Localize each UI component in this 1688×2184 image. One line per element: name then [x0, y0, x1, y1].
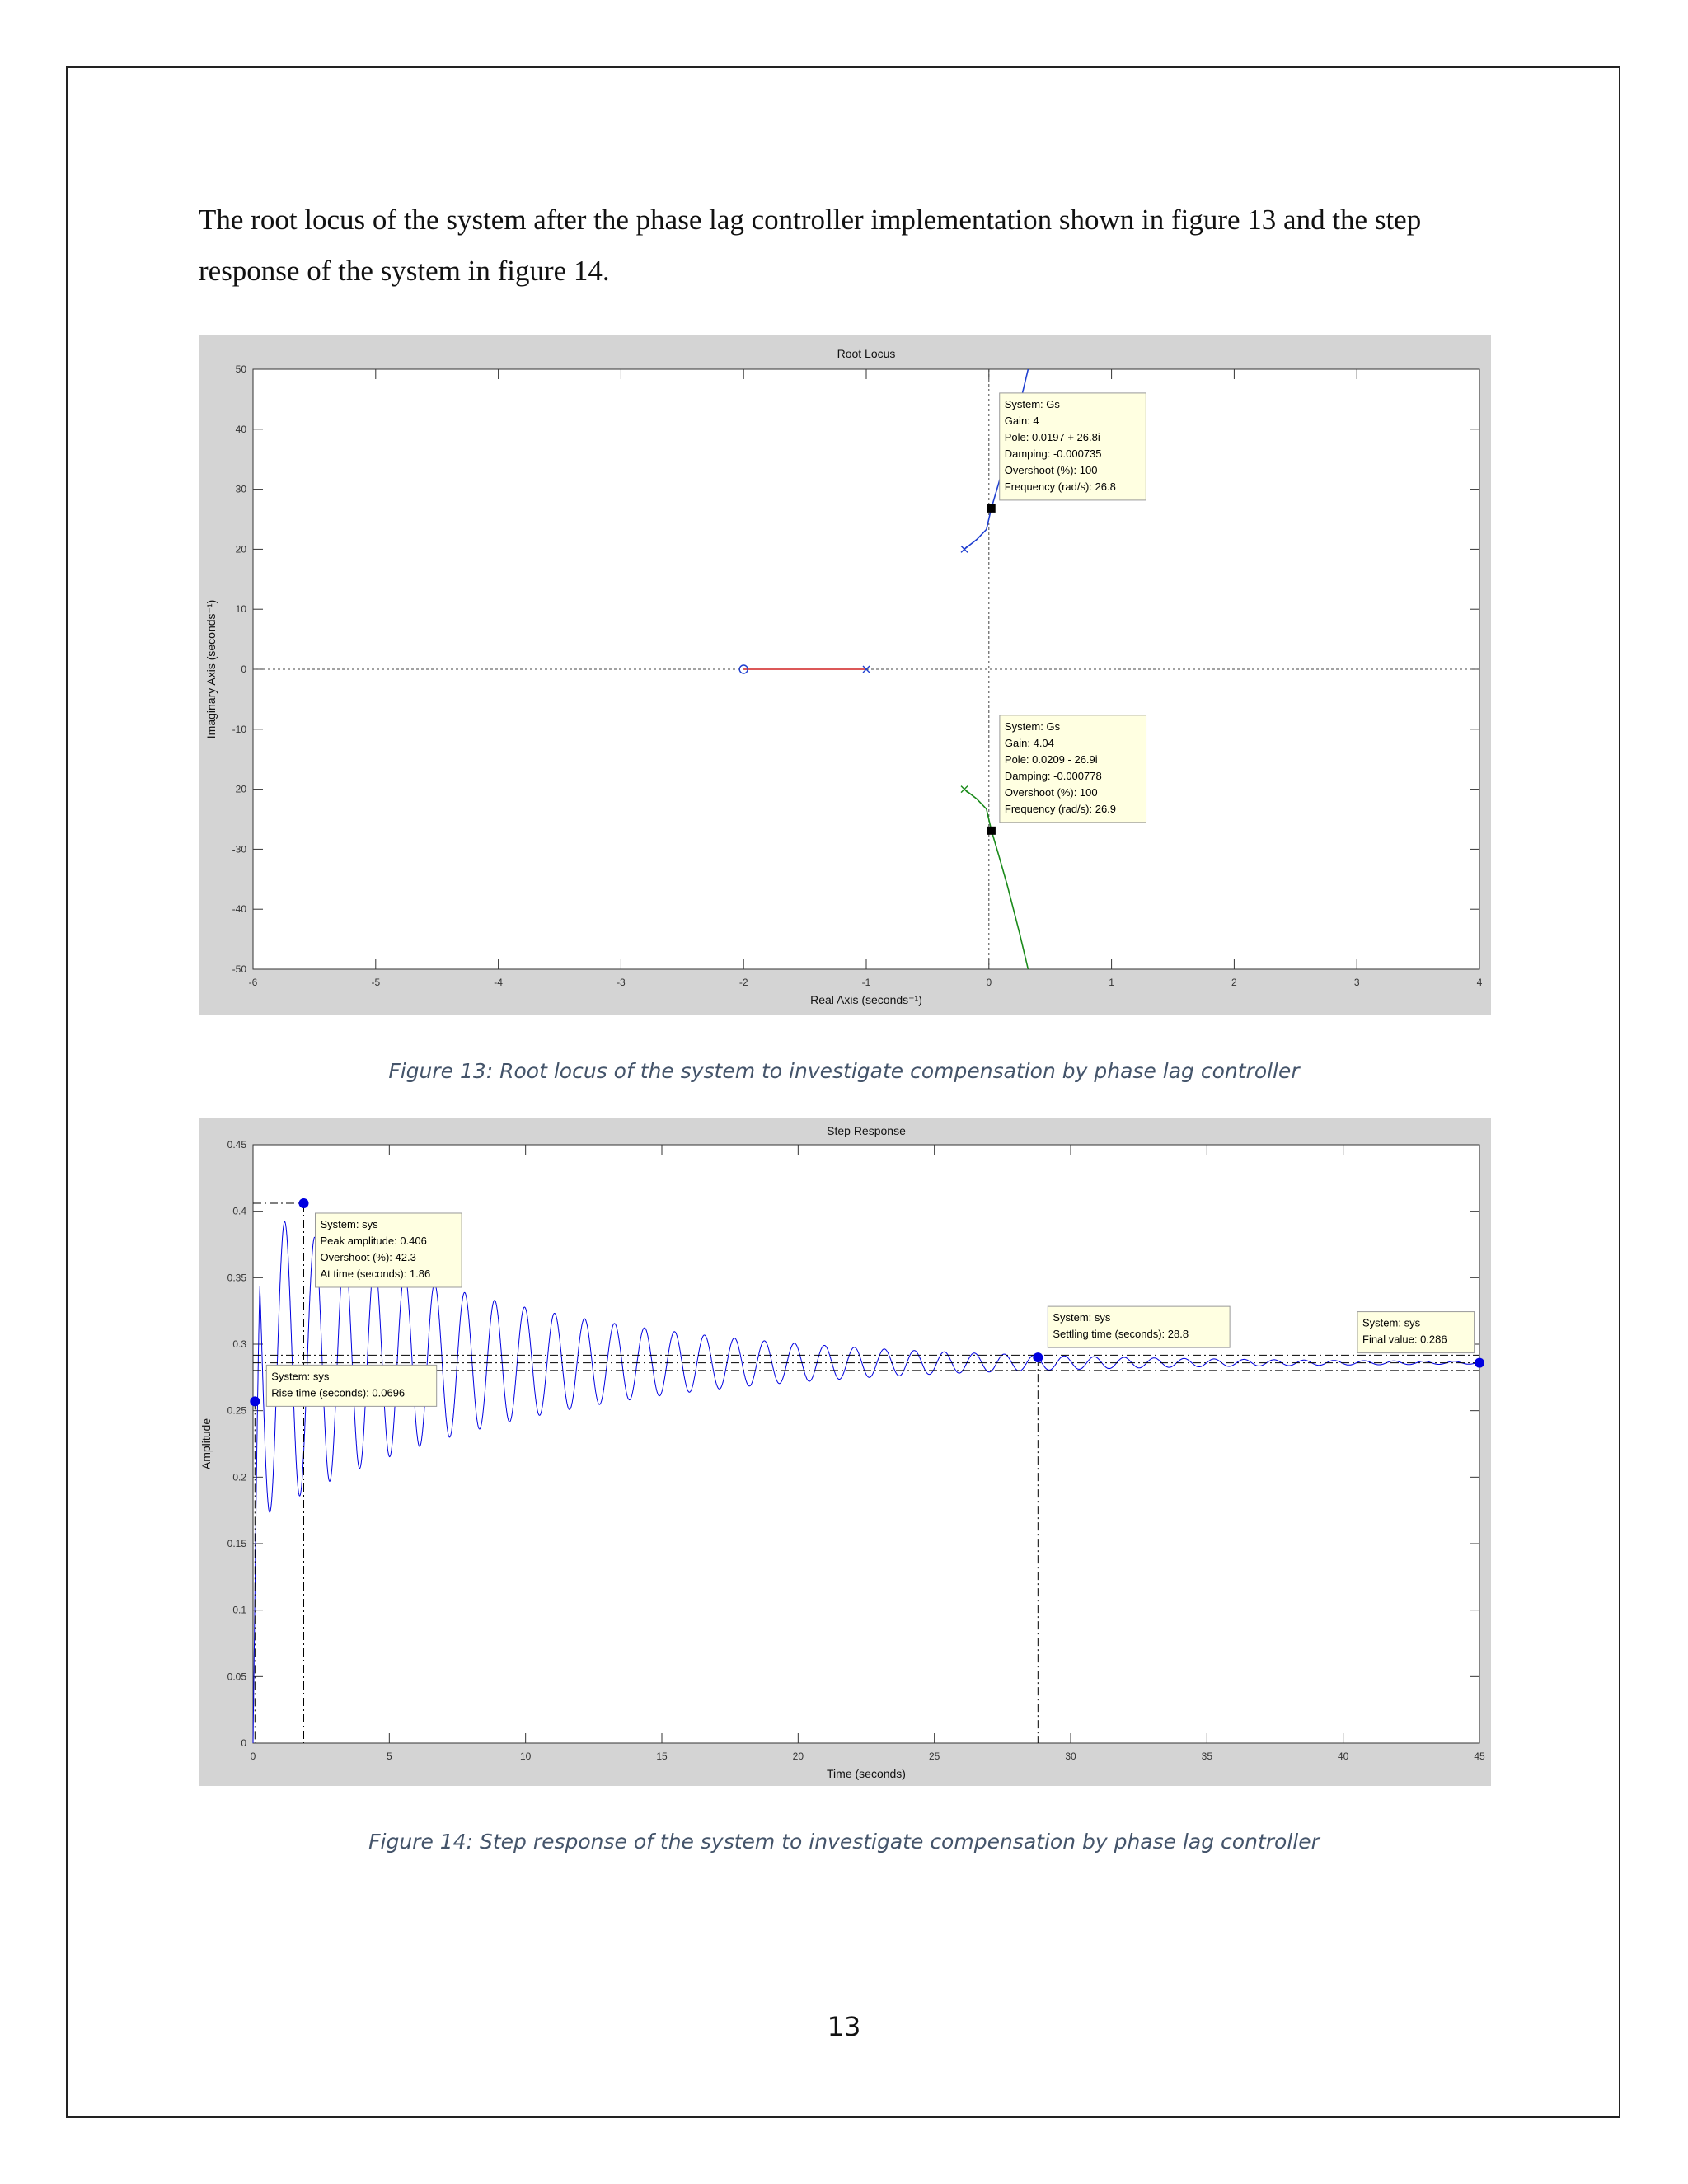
root-locus-chart — [199, 335, 1491, 1015]
datatip-line: System: Gs — [1004, 719, 1061, 733]
root-locus-figure — [199, 335, 1491, 1015]
y-tick-label: 20 — [235, 543, 246, 555]
datatip-line: Rise time (seconds): 0.0696 — [271, 1386, 406, 1399]
y-tick-label: 0.15 — [227, 1538, 246, 1549]
x-tick-label: 2 — [1231, 977, 1237, 988]
chart-title: Root Locus — [837, 347, 896, 360]
datatip-line: Damping: -0.000735 — [1004, 447, 1102, 460]
x-tick-label: 5 — [386, 1750, 392, 1762]
datatip-marker — [299, 1198, 309, 1208]
y-tick-label: -20 — [232, 783, 246, 795]
y-axis-label: Amplitude — [199, 1418, 213, 1470]
y-axis-label: Imaginary Axis (seconds⁻¹) — [204, 599, 218, 739]
y-tick-label: 0.3 — [232, 1338, 246, 1350]
datatip-line: System: sys — [1053, 1311, 1111, 1324]
x-tick-label: 20 — [792, 1750, 804, 1762]
step-response-chart — [199, 1118, 1491, 1786]
datatip-marker — [987, 504, 996, 513]
y-tick-label: 10 — [235, 603, 246, 616]
x-tick-label: 30 — [1065, 1750, 1076, 1762]
y-tick-label: 40 — [235, 423, 246, 435]
x-tick-label: 40 — [1337, 1750, 1349, 1762]
x-tick-label: -2 — [738, 977, 748, 988]
x-axis-label: Time (seconds) — [827, 1767, 906, 1780]
x-axis-label: Real Axis (seconds⁻¹) — [810, 993, 922, 1006]
body-paragraph: The root locus of the system after the phase lag controller implementation shown in figure 13 and the step response of the system in figure 14. — [199, 204, 1422, 287]
datatip-line: Gain: 4.04 — [1004, 736, 1054, 749]
datatip-line: Overshoot (%): 42.3 — [320, 1250, 416, 1263]
y-tick-label: 0.1 — [232, 1604, 246, 1616]
datatip-0 — [316, 1213, 462, 1287]
y-tick-label: 0.4 — [232, 1205, 246, 1217]
datatip-1 — [1000, 715, 1146, 823]
datatip-line: Pole: 0.0197 + 26.8i — [1004, 430, 1100, 443]
datatip-line: Pole: 0.0209 - 26.9i — [1004, 752, 1098, 766]
step-response-figure — [199, 1118, 1491, 1786]
x-tick-label: -3 — [617, 977, 626, 988]
x-tick-label: -6 — [248, 977, 258, 988]
datatip-line: System: sys — [1362, 1316, 1421, 1329]
datatip-0 — [1000, 393, 1146, 500]
y-tick-label: 0.45 — [227, 1139, 246, 1151]
datatip-1 — [266, 1365, 436, 1406]
y-tick-label: 0 — [241, 663, 246, 675]
datatip-line: Peak amplitude: 0.406 — [320, 1234, 427, 1247]
datatip-marker — [1033, 1352, 1043, 1362]
datatip-line: Damping: -0.000778 — [1004, 769, 1102, 782]
y-tick-label: -10 — [232, 723, 246, 735]
datatip-3 — [1357, 1312, 1475, 1353]
x-tick-label: 0 — [986, 977, 992, 988]
x-tick-label: 3 — [1353, 977, 1360, 988]
x-tick-label: 25 — [928, 1750, 940, 1762]
y-tick-label: 0.25 — [227, 1404, 246, 1417]
y-tick-label: 0 — [241, 1737, 246, 1749]
datatip-line: Overshoot (%): 100 — [1004, 463, 1098, 476]
datatip-line: Frequency (rad/s): 26.8 — [1004, 480, 1116, 493]
datatip-line: System: sys — [271, 1370, 330, 1383]
y-tick-label: 0.05 — [227, 1671, 246, 1683]
datatip-line: Frequency (rad/s): 26.9 — [1004, 802, 1117, 815]
x-tick-label: 10 — [519, 1750, 532, 1762]
y-tick-label: -30 — [232, 843, 246, 855]
datatip-marker — [987, 827, 996, 835]
x-tick-label: 15 — [656, 1750, 668, 1762]
y-tick-label: 50 — [235, 363, 246, 375]
y-tick-label: 0.2 — [232, 1471, 246, 1483]
y-tick-label: -40 — [232, 903, 246, 916]
datatip-line: Settling time (seconds): 28.8 — [1053, 1328, 1189, 1341]
x-tick-label: 1 — [1109, 977, 1114, 988]
y-tick-label: -50 — [232, 963, 246, 975]
y-tick-label: 0.35 — [227, 1272, 246, 1284]
datatip-marker — [1475, 1358, 1484, 1368]
x-tick-label: -4 — [494, 977, 503, 988]
x-tick-label: -1 — [861, 977, 871, 988]
datatip-2 — [1048, 1306, 1230, 1347]
datatip-marker — [250, 1396, 260, 1406]
y-tick-label: 30 — [235, 483, 246, 495]
x-tick-label: 4 — [1476, 977, 1483, 988]
datatip-line: System: sys — [320, 1217, 378, 1230]
datatip-line: System: Gs — [1004, 397, 1060, 410]
figure14-caption: Figure 14: Step response of the system to investigate compensation by phase lag controller — [368, 1830, 1320, 1854]
datatip-line: At time (seconds): 1.86 — [320, 1267, 431, 1280]
x-tick-label: 35 — [1201, 1750, 1213, 1762]
datatip-line: Final value: 0.286 — [1362, 1333, 1447, 1346]
x-tick-label: 45 — [1474, 1750, 1485, 1762]
x-tick-label: 0 — [250, 1750, 256, 1762]
chart-title: Step Response — [827, 1124, 906, 1137]
datatip-line: Overshoot (%): 100 — [1004, 785, 1098, 799]
datatip-line: Gain: 4 — [1004, 414, 1039, 427]
x-tick-label: -5 — [371, 977, 381, 988]
page-number: 13 — [827, 2011, 861, 2042]
figure13-caption: Figure 13: Root locus of the system to investigate compensation by phase lag controller — [388, 1059, 1300, 1083]
